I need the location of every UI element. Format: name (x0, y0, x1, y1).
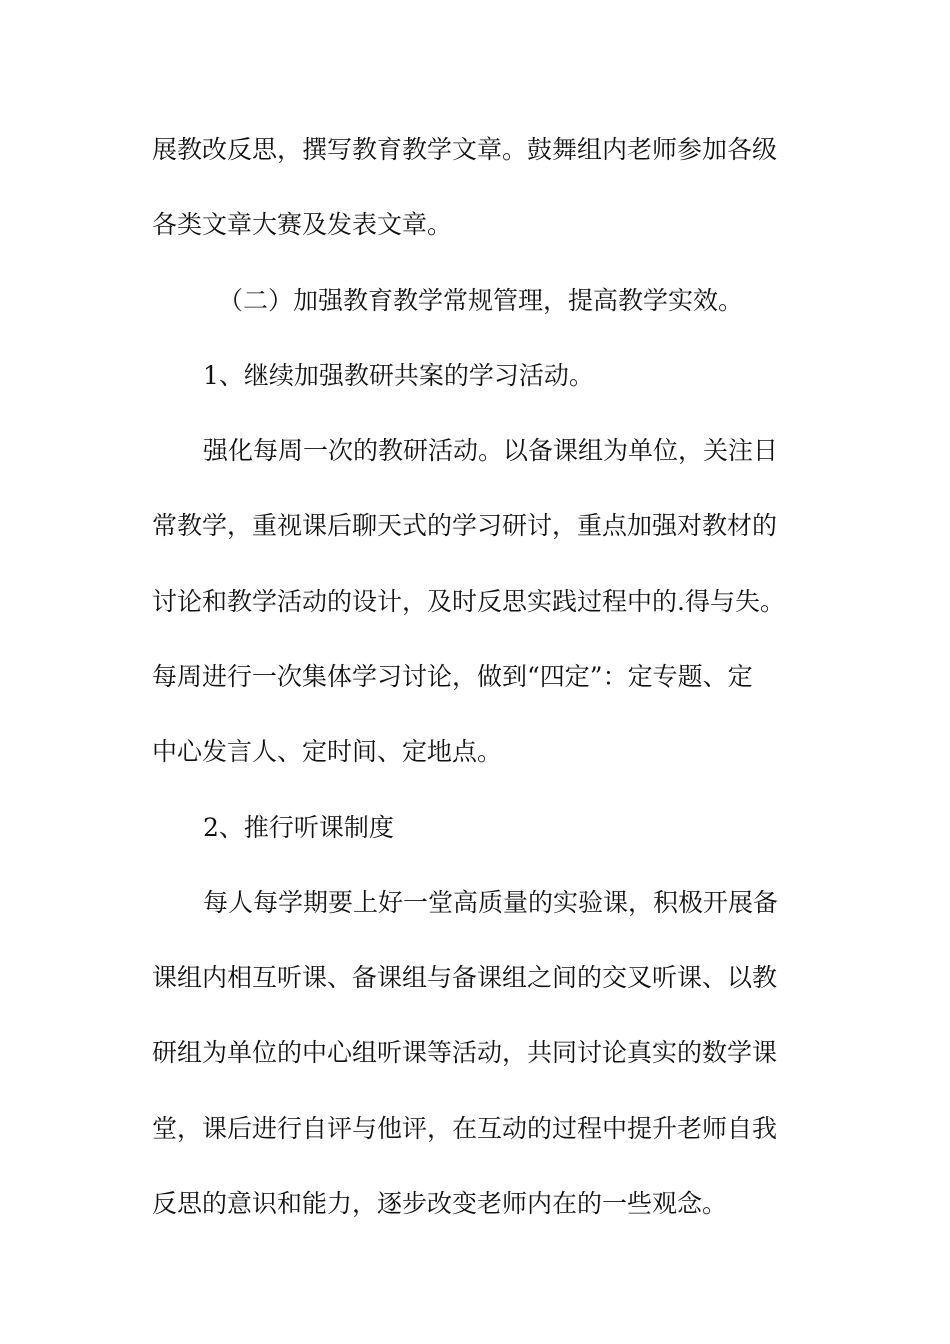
paragraph-line: 各类文章大赛及发表文章。 (152, 210, 453, 239)
paragraph-line: 研组为单位的中心组听课等活动，共同讨论真实的数学课 (152, 1038, 778, 1067)
subsection-heading: 1、继续加强教研共案的学习活动。 (203, 361, 594, 390)
paragraph-line: 强化每周一次的教研活动。以备课组为单位，关注日 (203, 436, 779, 465)
paragraph-line: 堂，课后进行自评与他评，在互动的过程中提升老师自我 (152, 1114, 778, 1143)
paragraph-line: 反思的意识和能力，逐步改变老师内在的一些观念。 (152, 1189, 728, 1218)
paragraph-line: 每周进行一次集体学习讨论，做到“四定”：定专题、定 (152, 662, 753, 691)
paragraph-line: 中心发言人、定时间、定地点。 (152, 737, 503, 766)
section-heading: （二）加强教育教学常规管理，提高教学实效。 (218, 286, 744, 315)
paragraph-line: 每人每学期要上好一堂高质量的实验课，积极开展备 (203, 888, 779, 917)
paragraph-line: 课组内相互听课、备课组与备课组之间的交叉听课、以教 (152, 963, 778, 992)
subsection-heading: 2、推行听课制度 (203, 813, 394, 842)
paragraph-line: 讨论和教学活动的设计，及时反思实践过程中的.得与失。 (152, 587, 785, 616)
paragraph-line: 展教改反思，撰写教育教学文章。鼓舞组内老师参加各级 (152, 135, 778, 164)
paragraph-line: 常教学，重视课后聊天式的学习研讨，重点加强对教材的 (152, 511, 778, 540)
